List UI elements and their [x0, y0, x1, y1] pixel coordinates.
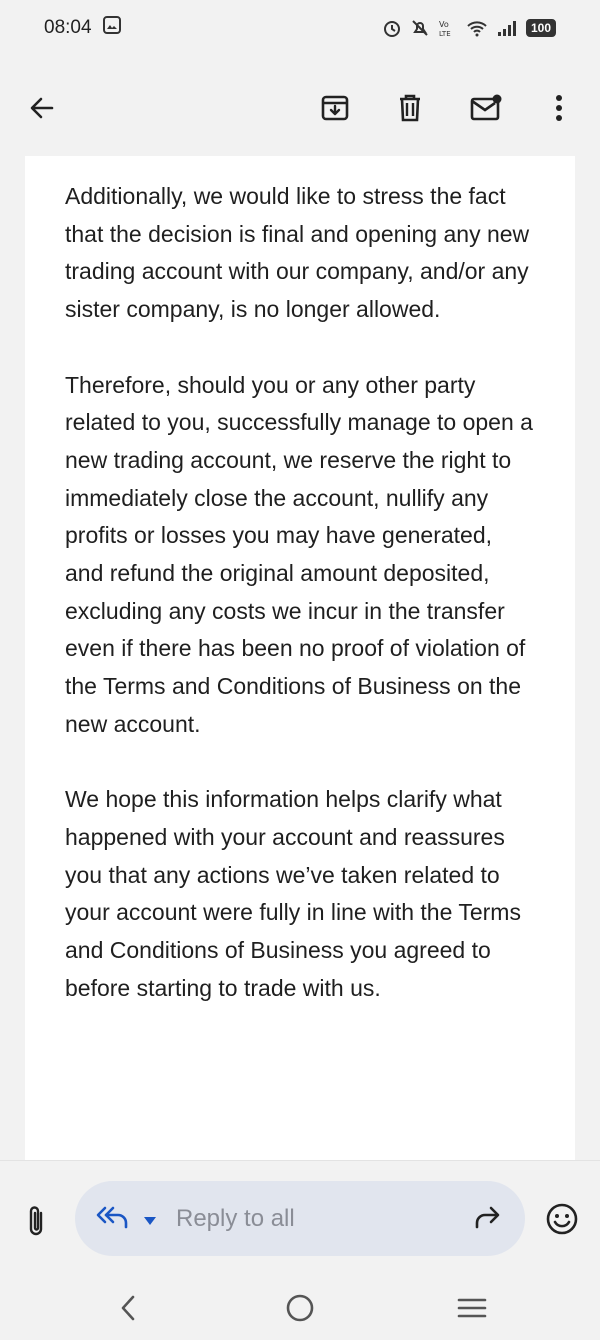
email-body [25, 156, 575, 1160]
back-arrow-icon[interactable] [20, 86, 64, 130]
status-left [44, 15, 122, 41]
delete-icon[interactable] [388, 86, 432, 130]
emoji-icon[interactable] [542, 1199, 582, 1239]
reply-placeholder: Reply to all [176, 1205, 295, 1232]
email-toolbar [0, 56, 600, 156]
signal-icon [496, 18, 518, 38]
nav-recents-icon[interactable] [450, 1288, 494, 1328]
more-options-icon[interactable] [537, 86, 581, 130]
status-right [382, 18, 556, 38]
attachment-icon[interactable] [16, 1199, 56, 1243]
wifi-icon [466, 18, 488, 38]
system-nav-bar [0, 1280, 600, 1340]
status-bar [0, 0, 600, 56]
volte-icon [438, 18, 458, 38]
nav-home-icon[interactable] [278, 1288, 322, 1328]
reply-all-icon[interactable] [95, 1203, 131, 1238]
svg-text:LTE: LTE [438, 30, 451, 38]
image-notification-icon [102, 15, 122, 41]
alarm-icon [382, 18, 402, 38]
svg-text:Vo: Vo [438, 20, 449, 29]
reply-input[interactable] [75, 1181, 525, 1256]
chevron-down-icon[interactable] [143, 1213, 157, 1231]
nav-back-icon[interactable] [106, 1288, 150, 1328]
email-paragraph: Therefore, should you or any other party related to you, successfully manage to open a new trading account, we reserve the right to immediately close the account, nullify any profits or losses you may have generated, and refund the original amount deposited, excluding any costs we incur in the transfer even if there has been no proof of violation of the Terms and Conditions of Business on the new account. [65, 371, 533, 737]
reply-bar [0, 1160, 600, 1280]
mark-unread-icon[interactable] [464, 86, 508, 130]
email-paragraph: Additionally, we would like to stress the fact that the decision is final and opening any new trading account with our company, and/or any sister company, is no longer allowed. [65, 183, 530, 323]
clock: 08:04 [44, 17, 92, 38]
archive-icon[interactable] [313, 86, 357, 130]
email-paragraph: We hope this information helps clarify what happened with your account and reassures you that any actions we’ve taken related to your account were fully in line with the Terms and Conditions of Business you agreed to before starting to trade with us. [65, 786, 521, 1001]
forward-icon[interactable] [471, 1203, 503, 1238]
battery-icon: 100 [526, 19, 556, 37]
mute-icon [410, 18, 430, 38]
